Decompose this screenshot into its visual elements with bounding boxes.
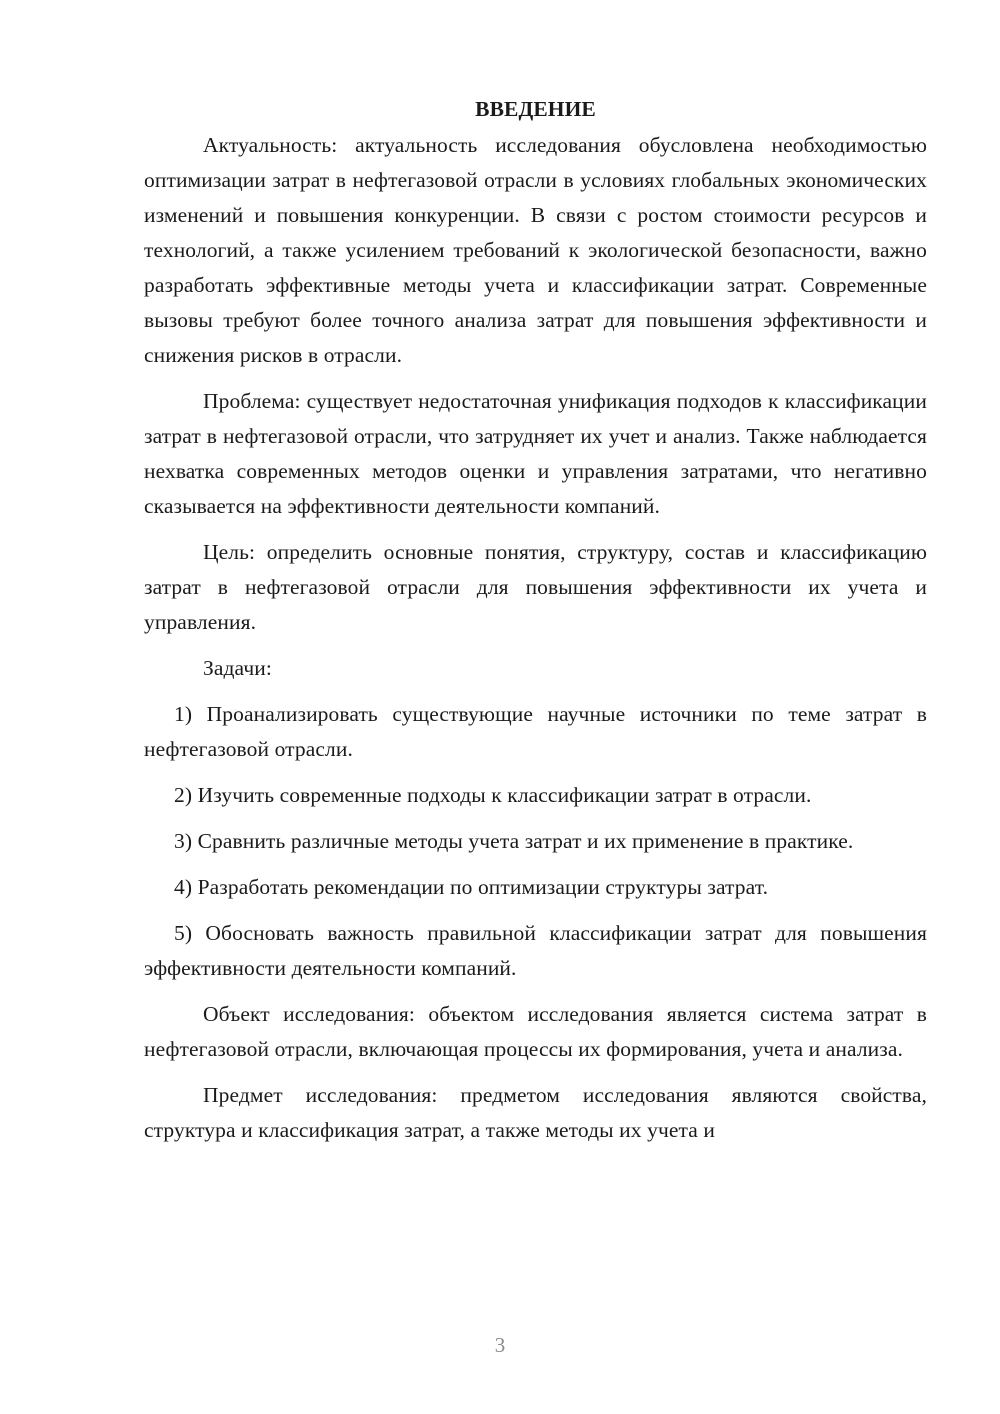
page-number: 3: [494, 1333, 506, 1357]
problem-paragraph: Проблема: существует недостаточная унификация подходов к классификации затрат в нефтегазовой отрасли, что затрудняет их учет и анализ. Также наблюдается нехватка современных методов оценки и управления затратами, что негативно сказывается на эффективности деятельности компаний.: [144, 389, 927, 518]
tasks-heading: Задачи:: [203, 656, 272, 680]
page-content: [144, 92, 927, 1159]
subject-paragraph: Предмет исследования: предметом исследования являются свойства, структура и классификация затрат, а также методы их учета и: [144, 1083, 927, 1142]
task-item-4: 4) Разработать рекомендации по оптимизации структуры затрат.: [174, 875, 769, 899]
task-item-3: 3) Сравнить различные методы учета затрат и их применение в практике.: [174, 829, 854, 853]
relevance-paragraph: Актуальность: актуальность исследования обусловлена необходимостью оптимизации затрат в нефтегазовой отрасли в условиях глобальных экономических изменений и повышения конкуренции. В связи с ростом стоимости ресурсов и технологий, а также усилением требований к экологической безопасности, важно разработать эффективные методы учета и классификации затрат. Современные вызовы требуют более точного анализа затрат для повышения эффективности и снижения рисков в отрасли.: [144, 133, 927, 367]
goal-paragraph: Цель: определить основные понятия, структуру, состав и классификацию затрат в нефтегазовой отрасли для повышения эффективности их учета и управления.: [144, 540, 927, 634]
page-title: ВВЕДЕНИЕ: [475, 97, 596, 121]
task-item-2: 2) Изучить современные подходы к классификации затрат в отрасли.: [174, 783, 812, 807]
object-paragraph: Объект исследования: объектом исследования является система затрат в нефтегазовой отрасли, включающая процессы их формирования, учета и анализа.: [144, 1002, 927, 1061]
task-item-5: 5) Обосновать важность правильной классификации затрат для повышения эффективности деятельности компаний.: [144, 921, 927, 980]
task-item-1: 1) Проанализировать существующие научные источники по теме затрат в нефтегазовой отрасли.: [144, 702, 927, 761]
